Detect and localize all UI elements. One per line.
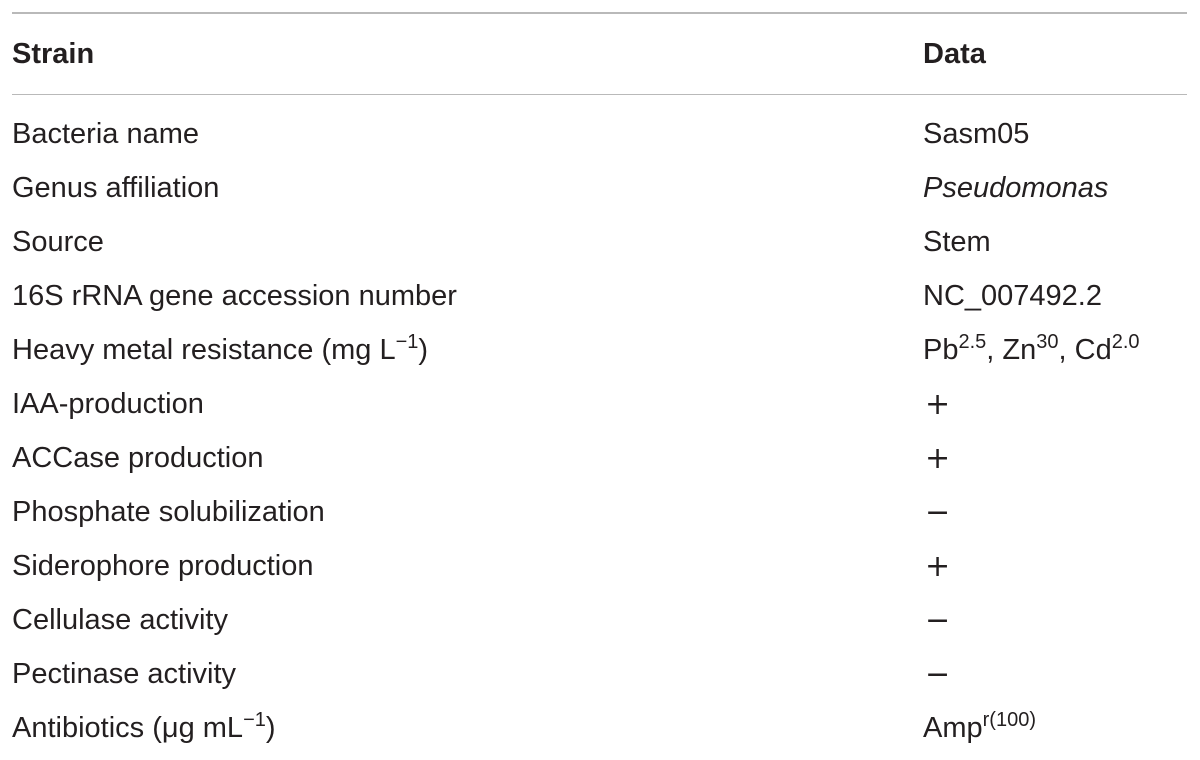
row-value: − (925, 494, 951, 530)
metal-symbol: Cd (1074, 333, 1112, 366)
table-row (12, 269, 1187, 323)
metal-separator: , (986, 333, 1003, 366)
label-text: Heavy metal resistance (mg L (12, 333, 396, 366)
table-row (12, 323, 1187, 377)
row-value: Pseudomonas (923, 171, 1109, 204)
header-strain: Strain (12, 37, 95, 70)
row-label: ACCase production (12, 441, 264, 474)
table-row (12, 647, 1187, 701)
table-row (12, 539, 1187, 593)
metal-symbol: Pb (923, 333, 959, 366)
table-row (12, 215, 1187, 269)
label-superscript: −1 (243, 708, 266, 731)
label-superscript: −1 (395, 330, 419, 353)
row-label: Phosphate solubilization (12, 495, 325, 528)
table-header-row (12, 14, 1187, 94)
row-label: Genus affiliation (12, 171, 220, 204)
data-table (12, 12, 1187, 755)
value-superscript: r(100) (982, 708, 1036, 731)
header-data: Data (923, 37, 986, 70)
row-label: IAA-production (12, 387, 204, 420)
table-row (12, 161, 1187, 215)
label-text-after: ) (418, 333, 429, 366)
row-value: + (925, 386, 951, 422)
row-label: Bacteria name (12, 117, 199, 150)
row-label: Pectinase activity (12, 657, 237, 690)
table-row (12, 485, 1187, 539)
row-value: − (925, 656, 951, 692)
row-value (923, 330, 1187, 367)
metal-separator: , (1058, 333, 1075, 366)
table-row (12, 107, 1187, 161)
row-value: Sasm05 (923, 117, 1030, 150)
row-label: Siderophore production (12, 549, 314, 582)
table-header-rule (12, 94, 1187, 95)
metal-superscript: 2.0 (1111, 330, 1140, 353)
metal-superscript: 2.5 (958, 330, 987, 353)
table-row (12, 701, 1187, 755)
label-text: Antibiotics (μg mL (12, 711, 244, 744)
row-value: + (925, 440, 951, 476)
label-text-after: ) (265, 711, 276, 744)
table-row (12, 377, 1187, 431)
row-value: − (925, 602, 951, 638)
row-label: Source (12, 225, 104, 258)
row-value: NC_007492.2 (923, 279, 1102, 312)
row-value: + (925, 548, 951, 584)
row-value: Stem (923, 225, 991, 258)
row-label (12, 708, 923, 745)
metal-symbol: Zn (1002, 333, 1037, 366)
row-label: 16S rRNA gene accession number (12, 279, 457, 312)
table-row (12, 593, 1187, 647)
value-text: Amp (923, 711, 983, 744)
row-value (923, 708, 1187, 745)
row-label: Cellulase activity (12, 603, 228, 636)
table-row (12, 431, 1187, 485)
row-label (12, 330, 923, 367)
metal-superscript: 30 (1036, 330, 1059, 353)
